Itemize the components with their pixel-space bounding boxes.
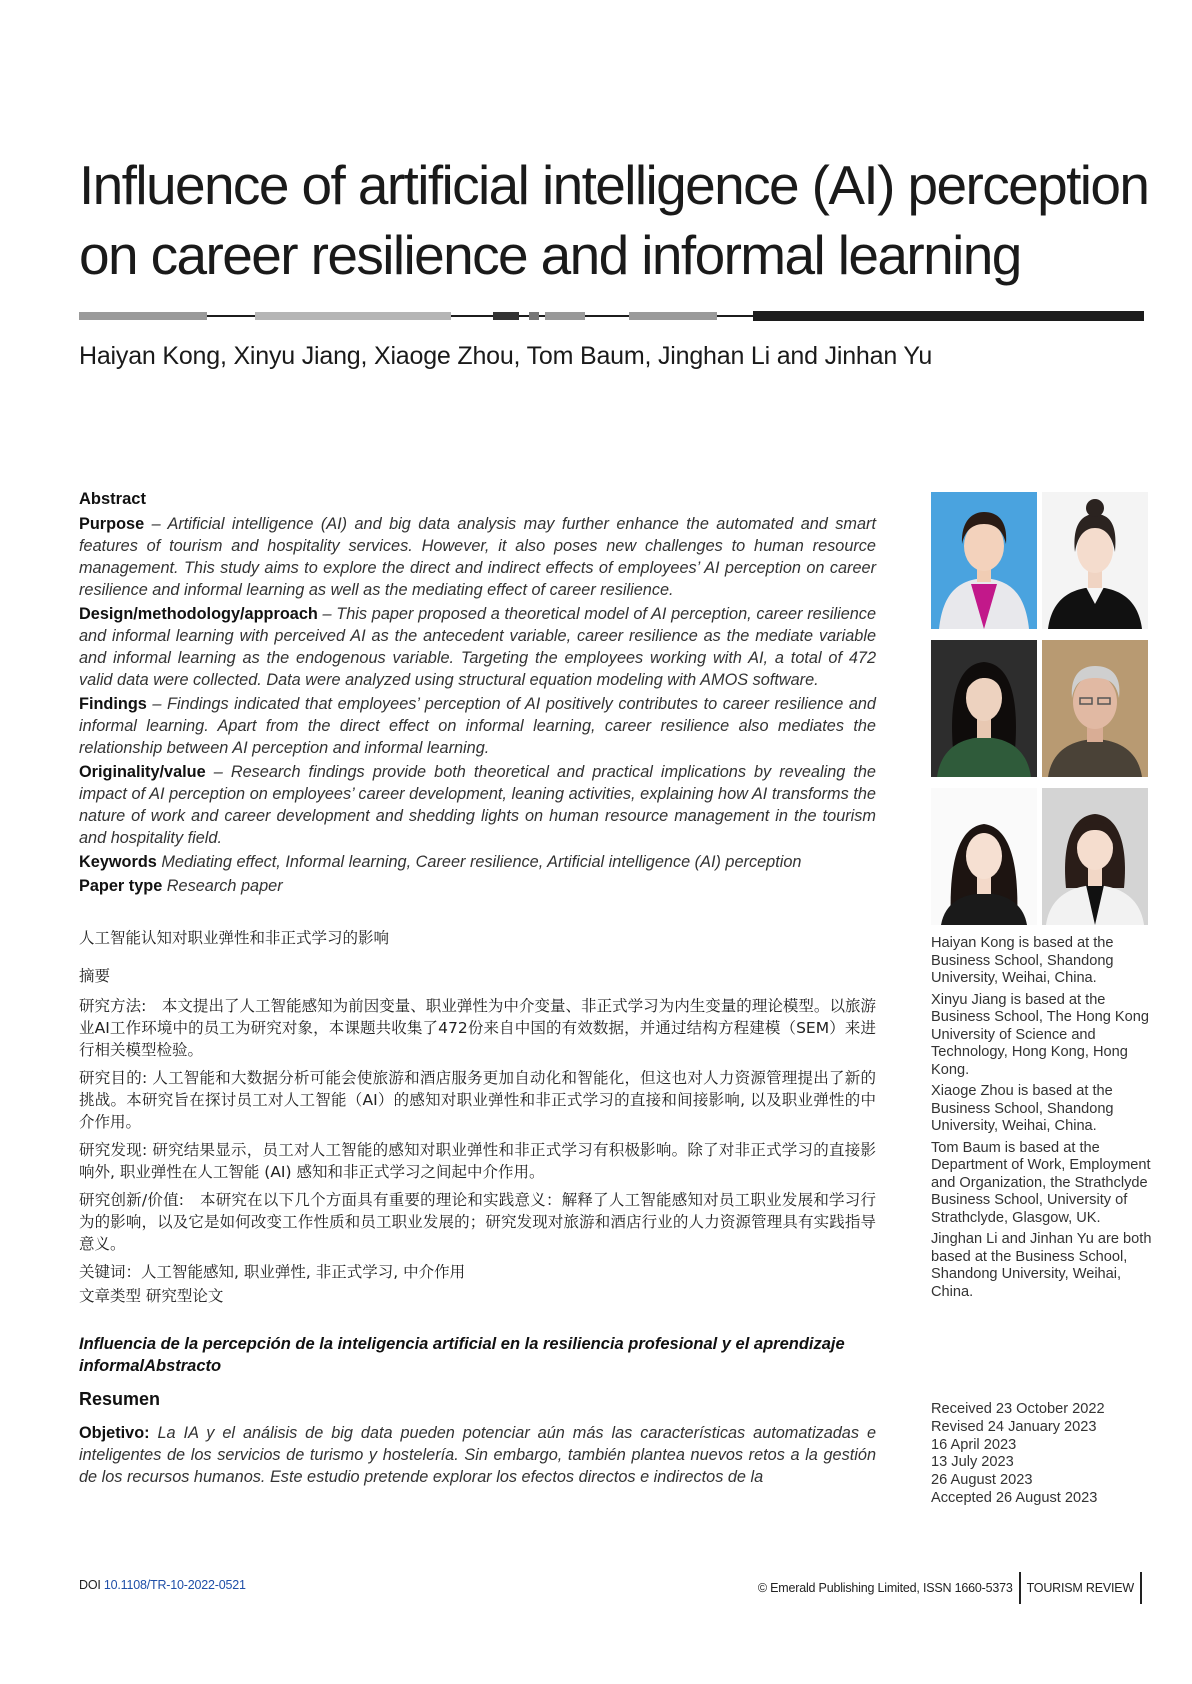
publication-dates <box>931 1401 1153 1508</box>
footer-divider-end <box>1140 1572 1142 1604</box>
chinese-purpose: 研究目的: 人工智能和大数据分析可能会使旅游和酒店服务更加自动化和智能化，但这也对人力资源管理提出了新的挑战。本研究旨在探讨员工对人工智能（AI）的感知对职业弹性和非正式学习的直接和间接影响, 以及职业弹性的中介作用。 <box>79 1069 876 1131</box>
spanish-heading: Resumen <box>79 1389 161 1409</box>
chinese-findings: 研究发现: 研究结果显示，员工对人工智能的感知对职业弹性和非正式学习有积极影响。除了对非正式学习的直接影响外, 职业弹性在人工智能 (AI) 感知和非正式学习之间起中介作用。 <box>79 1141 876 1181</box>
author-photo-jinhan-yu <box>1042 788 1148 925</box>
author-and: and <box>776 342 818 370</box>
author-last: Jinhan Yu <box>824 342 933 370</box>
affiliation-item: Haiyan Kong is based at the Business School, Shandong University, Weihai, China. <box>931 935 1114 986</box>
date-accepted: Accepted 26 August 2023 <box>931 1489 1098 1506</box>
abstract-design <box>79 603 876 691</box>
journal-name: TOURISM REVIEW <box>1026 1581 1134 1595</box>
doi-label: DOI <box>79 1578 101 1592</box>
objective-text: La IA y el análisis de big data pueden potenciar aún más las características automatizadas e inteligentes de los servicios de turismo y hostelería. Sin embargo, también plantea nuevos retos a la gestión de los recursos humanos. Este estudio pretende explorar los efectos directos e indirectos de la <box>79 1424 876 1486</box>
findings-label: Findings <box>79 695 147 713</box>
abstract-originality <box>79 761 876 849</box>
abstract-heading: Abstract <box>79 490 146 508</box>
affiliation-item: Xiaoge Zhou is based at the Business School, Shandong University, Weihai, China. <box>931 1083 1114 1134</box>
purpose-label: Purpose <box>79 515 145 533</box>
doi-link[interactable]: 10.1108/TR-10-2022-0521 <box>103 1578 246 1592</box>
author-photo-tom-baum <box>1042 640 1148 777</box>
date-revised: Revised 24 January 2023 <box>931 1418 1097 1435</box>
paper-title-line-1: Influence of artificial intelligence (AI) perception <box>79 154 1149 216</box>
objective-label: Objetivo: <box>79 1424 150 1442</box>
originality-text: – Research findings provide both theoretical and practical implications by revealing the impact of AI perception on employees’ career development, leaning activities, explaining how AI transforms the nature of work and career development and shedding lights on human resource management in the tourism and hospitality field. <box>79 763 876 847</box>
footer-doi <box>79 1578 246 1592</box>
findings-text: – Findings indicated that employees’ perception of AI positively contributes to career resilience and informal learning. Apart from the direct effect on informal learning, career resilience also mediates the relationship between AI perception and informal learning. <box>79 695 876 757</box>
date-revised-2: 16 April 2023 <box>931 1436 1017 1453</box>
abstract-purpose <box>79 513 876 601</box>
affiliation-item: Tom Baum is based at the Department of Work, Employment and Organization, the Strathclyde Business School, University of Strathclyde, Glasgow, UK. <box>931 1139 1151 1226</box>
author-list <box>79 342 1159 371</box>
abstract-keywords <box>79 851 876 873</box>
chinese-paper-type: 文章类型 研究型论文 <box>79 1287 224 1305</box>
affiliations-sidebar <box>931 935 1153 1305</box>
affiliation-item: Xinyu Jiang is based at the Business School, The Hong Kong University of Science and Technology, Hong Kong, Hong Kong. <box>931 991 1149 1078</box>
chinese-abstract-heading: 摘要 <box>79 967 111 985</box>
author-photo-xinyu-jiang <box>1042 492 1148 629</box>
paper-title-line-2: on career resilience and informal learning <box>79 224 1021 286</box>
footer-divider <box>1019 1572 1021 1604</box>
chinese-methods: 研究方法: 本文提出了人工智能感知为前因变量、职业弹性为中介变量、非正式学习为内生变量的理论模型。以旅游业AI工作环境中的员工为研究对象，本课题共收集了472份来自中国的有效数据，并通过结构方程建模（SEM）来进行相关模型检验。 <box>79 997 876 1059</box>
keywords-label: Keywords <box>79 853 157 871</box>
author-photo-jinghan-li <box>931 788 1037 925</box>
author-names: Haiyan Kong, Xinyu Jiang, Xiaoge Zhou, Tom Baum, Jinghan Li <box>79 342 770 370</box>
author-photo-haiyan-kong <box>931 492 1037 629</box>
date-revised-3: 13 July 2023 <box>931 1454 1014 1471</box>
paper-title <box>79 150 1169 290</box>
affiliation-item: Jinghan Li and Jinhan Yu are both based at the Business School, Shandong University, Weihai, China. <box>931 1231 1152 1300</box>
design-label: Design/methodology/approach <box>79 605 318 623</box>
keywords-text: Mediating effect, Informal learning, Career resilience, Artificial intelligence (AI) perception <box>156 853 802 871</box>
abstract-paper-type <box>79 875 876 897</box>
spanish-title: Influencia de la percepción de la inteligencia artificial en la resiliencia profesional y el aprendizaje informalAbstracto <box>79 1335 845 1375</box>
footer-publisher <box>758 1572 1142 1604</box>
originality-label: Originality/value <box>79 763 206 781</box>
title-decorative-rule <box>79 311 1144 323</box>
date-revised-4: 26 August 2023 <box>931 1472 1033 1489</box>
spanish-objective <box>79 1422 876 1488</box>
date-received: Received 23 October 2022 <box>931 1401 1105 1417</box>
abstract-findings <box>79 693 876 759</box>
paper-type-label: Paper type <box>79 877 163 895</box>
paper-type-text: Research paper <box>162 877 283 895</box>
design-text: – This paper proposed a theoretical model of AI perception, career resilience and informal learning with perceived AI as the antecedent variable, career resilience as the mediate variable and informal learning as the endogenous variable. Targeting the employees working with AI, a total of 472 valid data were collected. Data were analyzed using structural equation modeling with AMOS software. <box>79 605 876 689</box>
chinese-value: 研究创新/价值: 本研究在以下几个方面具有重要的理论和实践意义：解释了人工智能感知对员工职业发展和学习行为的影响，以及它是如何改变工作性质和员工职业发展的；研究发现对旅游和酒店行业的人力资源管理具有实践指导意义。 <box>79 1191 876 1253</box>
author-photo-xiaoge-zhou <box>931 640 1037 777</box>
chinese-title: 人工智能认知对职业弹性和非正式学习的影响 <box>79 929 390 947</box>
chinese-keywords: 关键词：人工智能感知, 职业弹性, 非正式学习, 中介作用 <box>79 1263 466 1281</box>
purpose-text: – Artificial intelligence (AI) and big data analysis may further enhance the automated and smart features of tourism and hospitality services. However, it also poses new challenges to human resource management. This study aims to explore the direct and indirect effects of employees’ AI perception on career resilience and informal learning as well as the mediating effect of career resilience. <box>79 515 876 599</box>
main-column <box>79 490 876 1490</box>
publisher-info: © Emerald Publishing Limited, ISSN 1660-5373 <box>757 1581 1013 1595</box>
